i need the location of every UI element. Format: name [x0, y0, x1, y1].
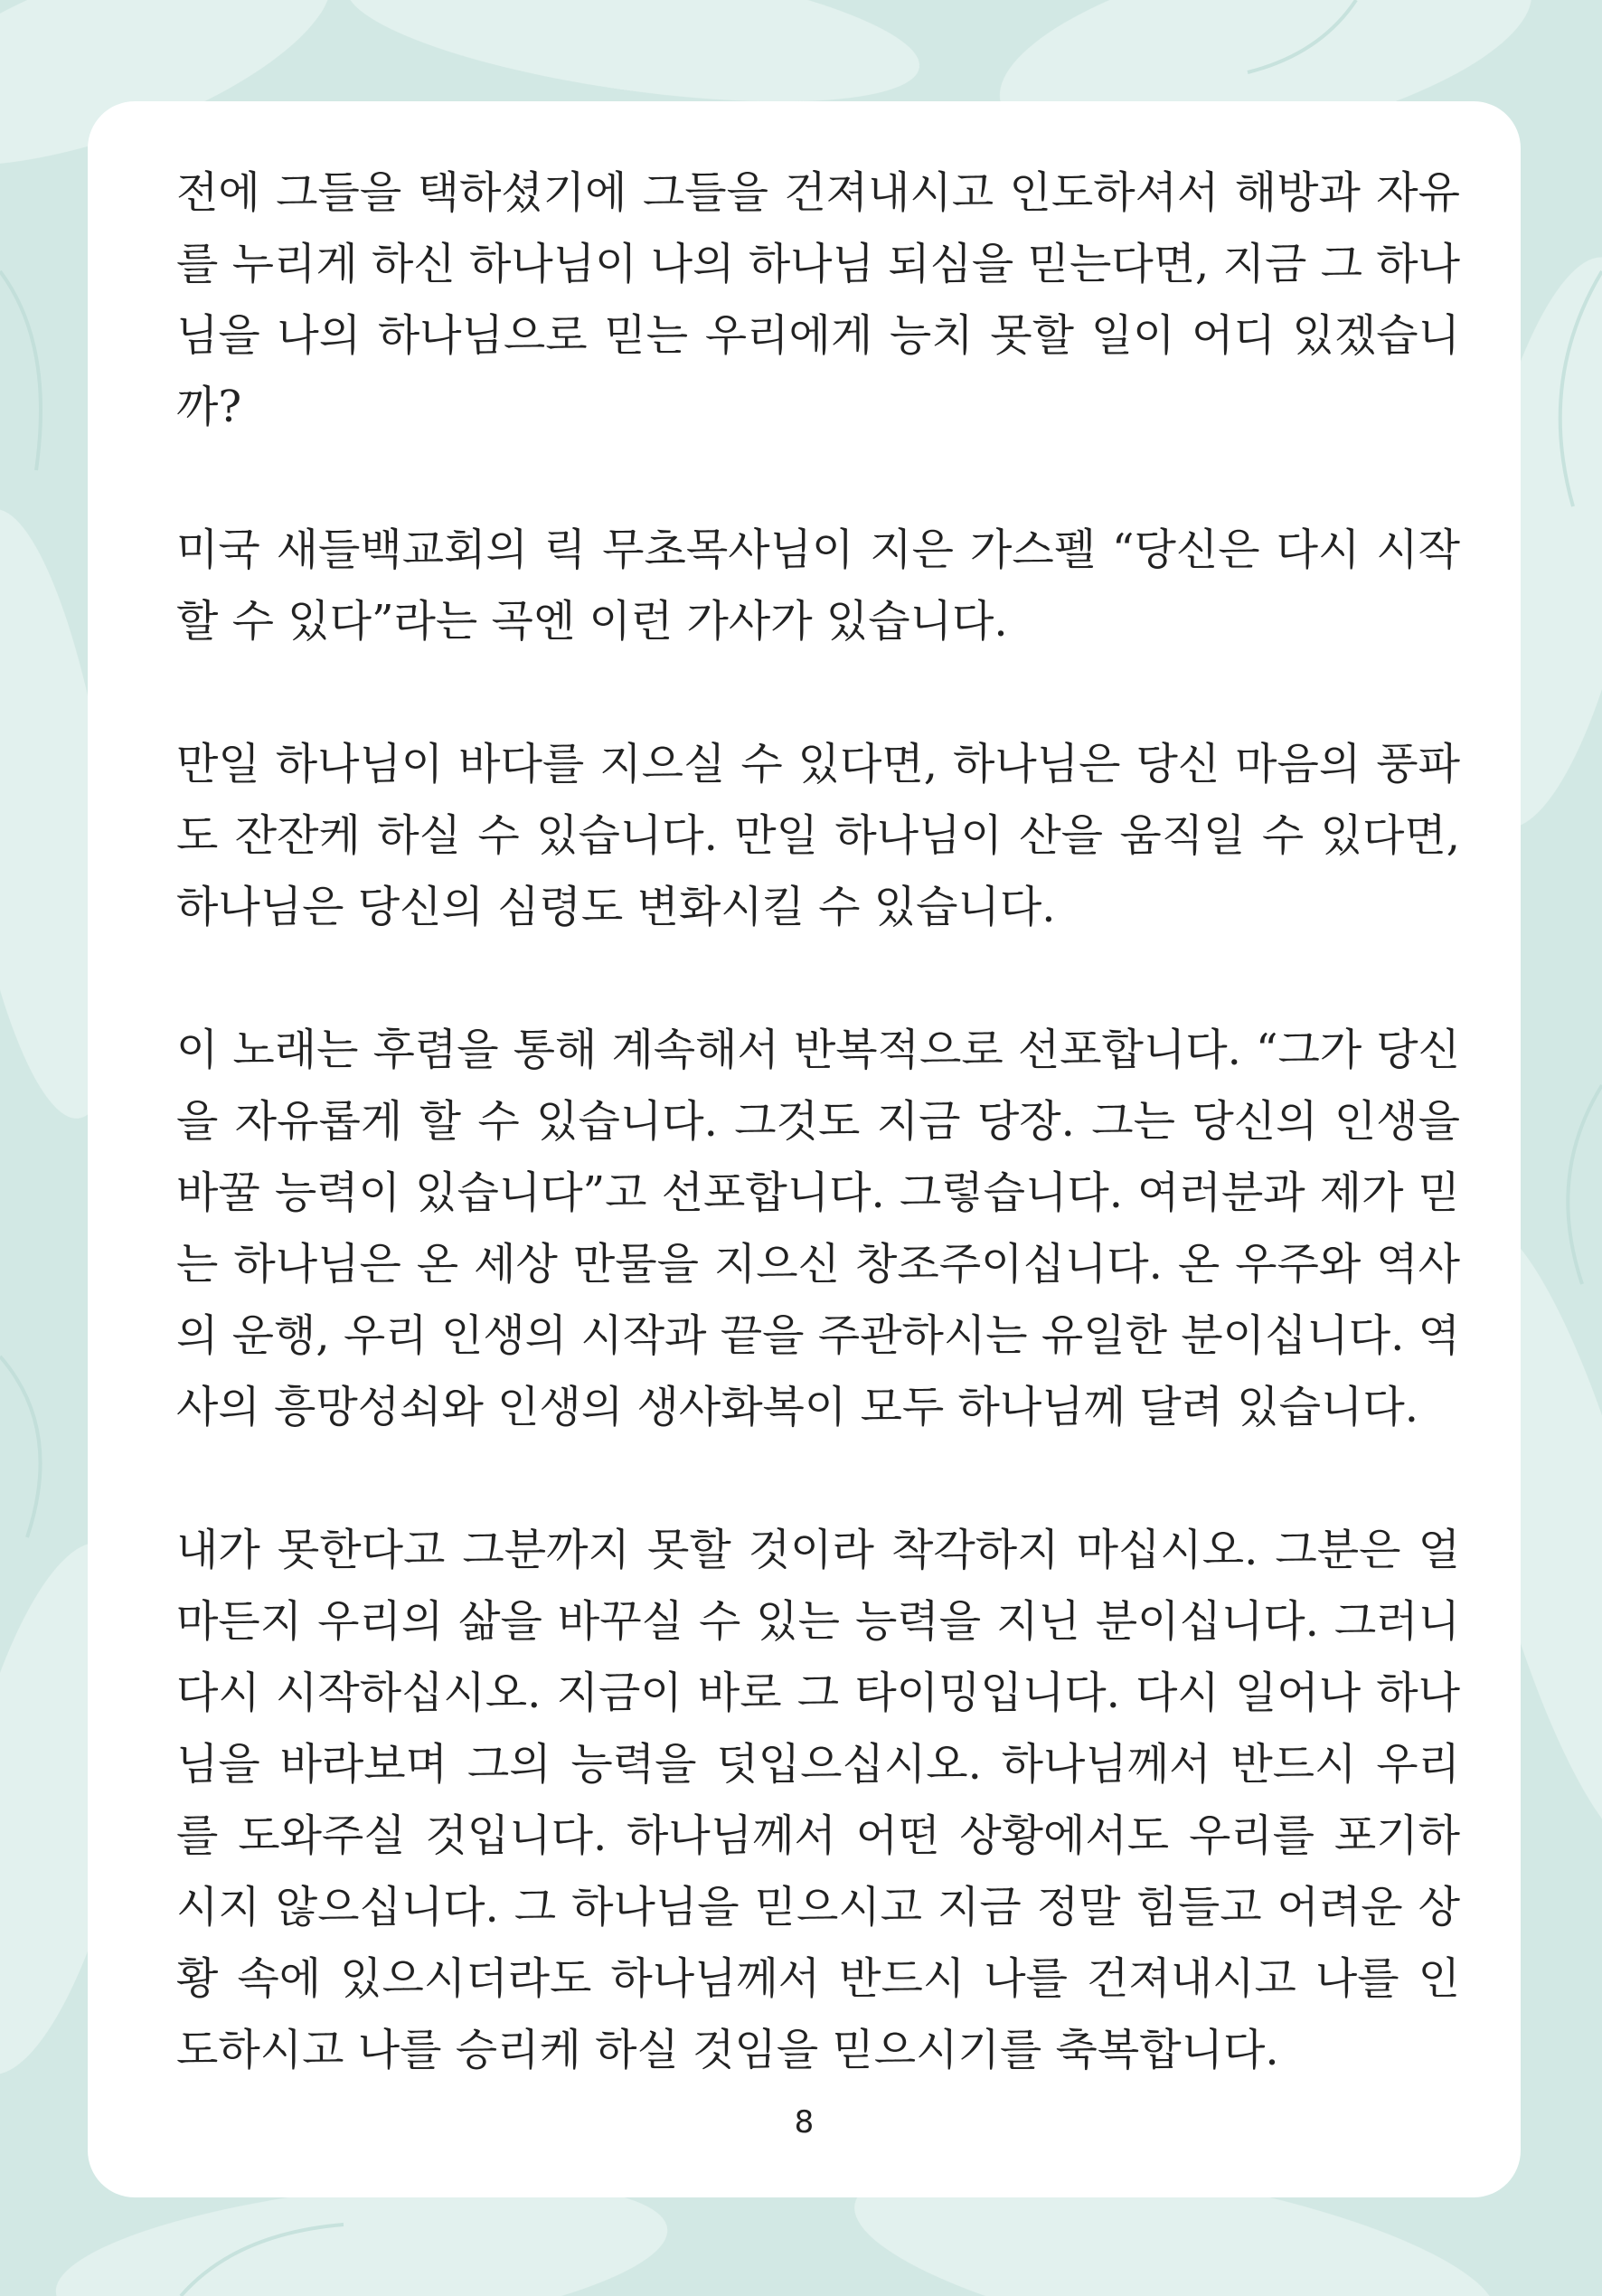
paragraph-4: 이 노래는 후렴을 통해 계속해서 반복적으로 선포합니다. “그가 당신을 자유롭게 할 수 있습니다. 그것도 지금 당장. 그는 당신의 인생을 바꿀 능력이 있습니다”고 선포합니다. 그렇습니다. 여러분과 제가 믿는 하나님은 온 세상 만물을 지으신 창조주이십니다. 온 우주와 역사의 운행, 우리 인생의 시작과 끝을 주관하시는 유일한 분이십니다. 역사의 흥망성쇠와 인생의 생사화복이 모두 하나님께 달려 있습니다. — [176, 1025, 1460, 1432]
paragraph-1: 전에 그들을 택하셨기에 그들을 건져내시고 인도하셔서 해방과 자유를 누리게 하신 하나님이 나의 하나님 되심을 믿는다면, 지금 그 하나님을 나의 하나님으로 믿는 우리에게 능치 못할 일이 어디 있겠습니까? — [176, 167, 1460, 432]
paragraph-3: 만일 하나님이 바다를 지으실 수 있다면, 하나님은 당신 마음의 풍파도 잔잔케 하실 수 있습니다. 만일 하나님이 산을 움직일 수 있다면, 하나님은 당신의 심령도 변화시킬 수 있습니다. — [176, 739, 1460, 932]
page-number: 8 — [794, 2104, 815, 2140]
page-card — [88, 101, 1521, 2197]
paragraph-2: 미국 새들백교회의 릭 무초목사님이 지은 가스펠 “당신은 다시 시작할 수 있다”라는 곡엔 이런 가사가 있습니다. — [176, 524, 1460, 647]
body-text — [176, 157, 1460, 2158]
paragraph-5: 내가 못한다고 그분까지 못할 것이라 착각하지 마십시오. 그분은 얼마든지 우리의 삶을 바꾸실 수 있는 능력을 지닌 분이십니다. 그러니 다시 시작하십시오. 지금이 바로 그 타이밍입니다. 다시 일어나 하나님을 바라보며 그의 능력을 덧입으십시오. 하나님께서 반드시 우리를 도와주실 것입니다. 하나님께서 어떤 상황에서도 우리를 포기하시지 않으십니다. 그 하나님을 믿으시고 지금 정말 힘들고 어려운 상황 속에 있으시더라도 하나님께서 반드시 나를 건져내시고 나를 인도하시고 나를 승리케 하실 것임을 믿으시기를 축복합니다. — [176, 1525, 1460, 2075]
